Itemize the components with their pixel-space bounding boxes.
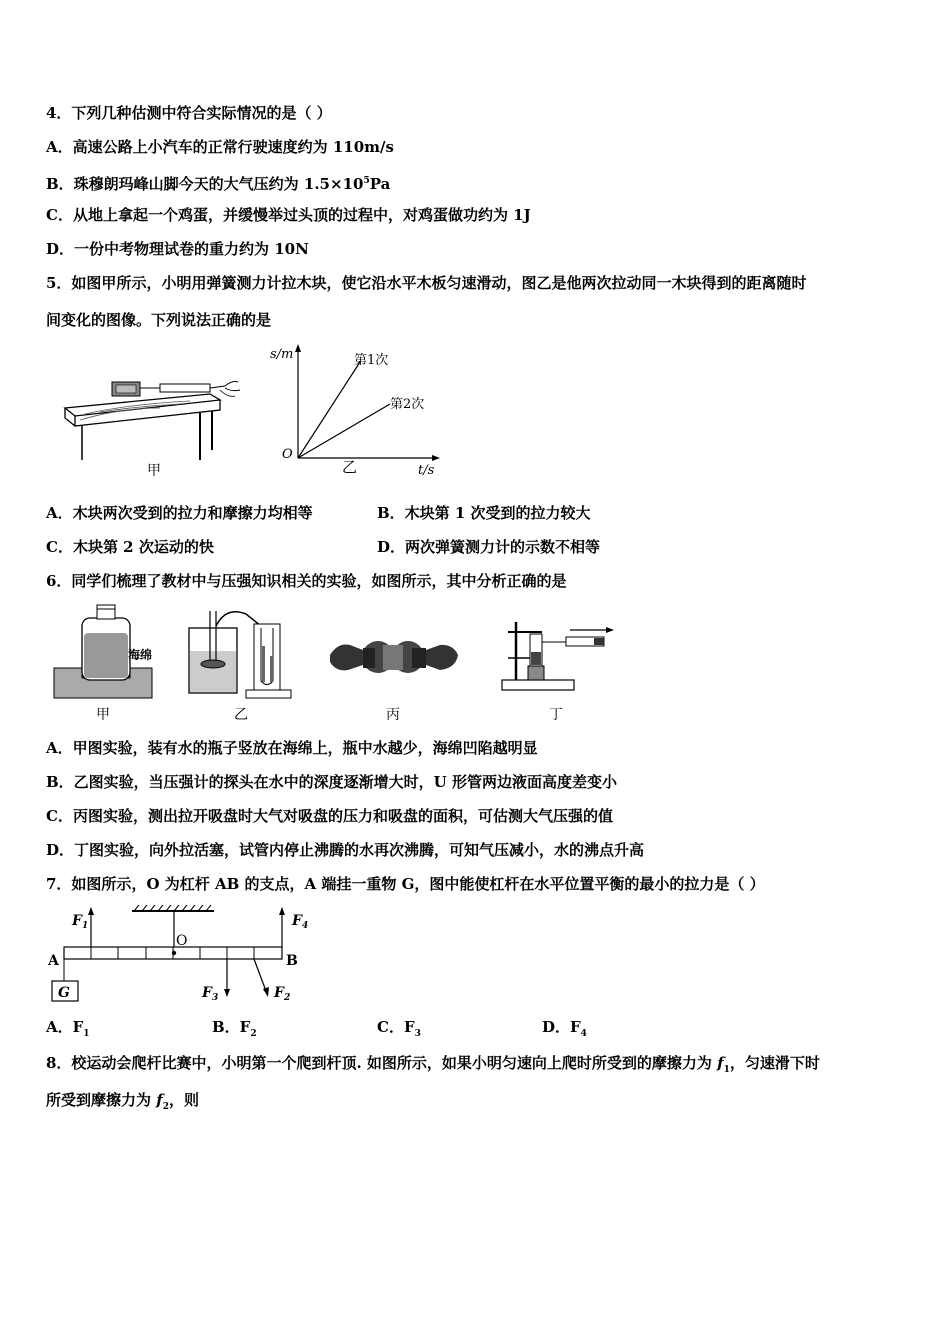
graph-ylabel: s/m xyxy=(270,347,294,362)
q4-stem: 4．下列几种估测中符合实际情况的是（ ） xyxy=(46,104,332,122)
label-B: B xyxy=(286,953,298,969)
q5-stem-line1: 5．如图甲所示，小明用弹簧测力计拉木块，使它沿水平木板匀速滑动，图乙是他两次拉动同一木块得到的距离随时 xyxy=(46,274,807,292)
graph-line-2 xyxy=(298,404,390,458)
label-O: O xyxy=(176,933,188,949)
q6-sponge-label: 海绵 xyxy=(128,648,153,662)
q8-stem-line1: 8．校运动会爬杆比赛中，小明第一个爬到杆顶. 如图所示，如果小明匀速向上爬时所受到的摩擦力为 $f_1$，匀速滑下时 xyxy=(46,1054,820,1075)
q5-option-c: C．木块第 2 次运动的快 xyxy=(46,538,214,556)
label-A: A xyxy=(48,953,59,969)
q6-caption-yi: 乙 xyxy=(234,707,248,723)
q7-lever-figure xyxy=(44,903,324,1008)
label-F1: $F_1$ xyxy=(72,913,89,931)
q7-option-c: C．$F_3$ xyxy=(377,1018,421,1039)
q4-option-d: D．一份中考物理试卷的重力约为 10N xyxy=(46,240,309,258)
q6-figure-bing xyxy=(328,630,460,685)
label-F3: $F_3$ xyxy=(202,985,219,1003)
q8-stem-line2: 所受到摩擦力为 $f_2$，则 xyxy=(46,1091,199,1112)
q6-option-c: C．丙图实验，测出拉开吸盘时大气对吸盘的压力和吸盘的面积，可估测大气压强的值 xyxy=(46,807,613,825)
graph-xlabel: t/s xyxy=(418,463,435,477)
q6-figure-ding xyxy=(500,612,618,694)
q6-caption-jia: 甲 xyxy=(96,707,110,723)
q5-stem-line2: 间变化的图像。下列说法正确的是 xyxy=(46,311,272,329)
q7-option-b: B．$F_2$ xyxy=(212,1018,257,1039)
q5-option-a: A．木块两次受到的拉力和摩擦力均相等 xyxy=(46,504,313,522)
q5-option-b: B．木块第 1 次受到的拉力较大 xyxy=(377,504,591,522)
q7-option-a: A．$F_1$ xyxy=(46,1018,90,1039)
graph-line-1-label: 第1次 xyxy=(354,353,389,368)
q7-stem: 7．如图所示，O 为杠杆 AB 的支点，A 端挂一重物 G，图中能使杠杆在水平位置平衡的最小的拉力是（ ） xyxy=(46,875,765,893)
q6-option-d: D．丁图实验，向外拉活塞，试管内停止沸腾的水再次沸腾，可知气压减小，水的沸点升高 xyxy=(46,841,645,859)
graph-line-1 xyxy=(298,362,360,458)
q7-option-d: D．$F_4$ xyxy=(542,1018,587,1039)
q6-option-a: A．甲图实验，装有水的瓶子竖放在海绵上，瓶中水越少，海绵凹陷越明显 xyxy=(46,739,538,757)
q6-figure-yi xyxy=(186,606,296,701)
label-F2: $F_2$ xyxy=(274,985,291,1003)
q4-option-b: B．珠穆朗玛峰山脚今天的大气压约为 $1.5\times 10^5Pa$ xyxy=(46,175,391,193)
q6-figure-jia xyxy=(52,603,162,703)
q4-option-c: C．从地上拿起一个鸡蛋，并缓慢举过头顶的过程中，对鸡蛋做功约为 1J xyxy=(46,206,531,224)
label-G: G xyxy=(58,985,70,1001)
q5-caption-jia: 甲 xyxy=(147,463,161,479)
graph-line-2-label: 第2次 xyxy=(390,397,425,412)
q6-caption-bing: 丙 xyxy=(386,707,400,723)
q5-figure-jia xyxy=(60,368,245,468)
q4-option-a: A．高速公路上小汽车的正常行驶速度约为 110m/s xyxy=(46,138,394,156)
q6-option-b: B．乙图实验，当压强计的探头在水中的深度逐渐增大时，U 形管两边液面高度差变小 xyxy=(46,773,617,791)
q5-option-d: D．两次弹簧测力计的示数不相等 xyxy=(377,538,601,556)
label-F4: $F_4$ xyxy=(292,913,309,931)
graph-origin: O xyxy=(282,447,293,462)
q5-figure-yi-graph xyxy=(268,342,448,477)
q6-stem: 6．同学们梳理了教材中与压强知识相关的实验，如图所示，其中分析正确的是 xyxy=(46,572,567,590)
q5-caption-yi: 乙 xyxy=(342,458,358,476)
q6-caption-ding: 丁 xyxy=(549,707,563,723)
